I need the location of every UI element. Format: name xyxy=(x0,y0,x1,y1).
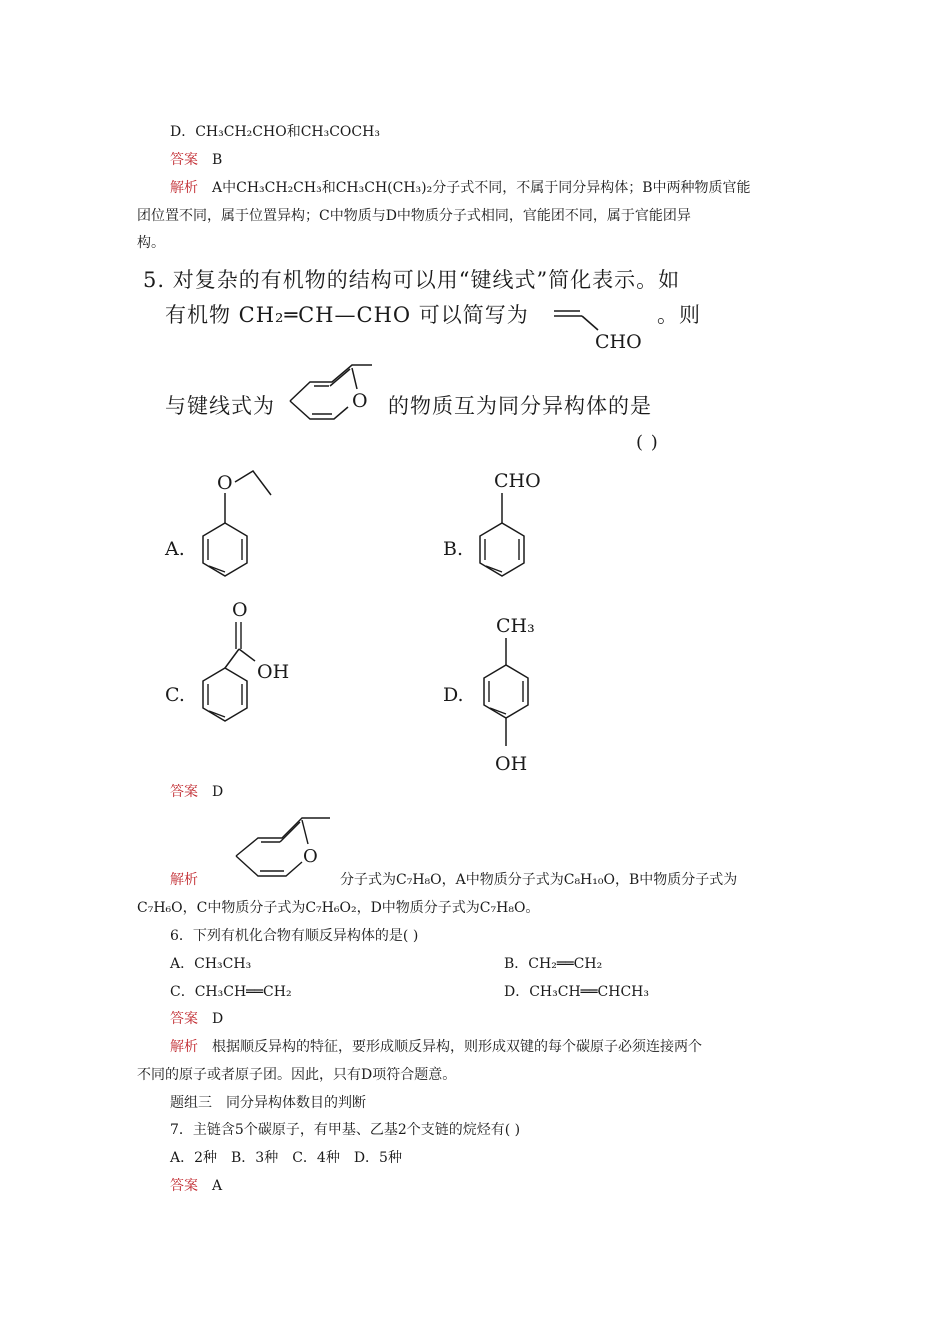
acrolein-skeletal-formula xyxy=(550,302,660,352)
q6-option-d: D．CH₃CH══CHCH₃ xyxy=(504,984,649,1000)
answer-label: 答案 xyxy=(170,1178,198,1194)
q5-answer-row xyxy=(170,782,223,802)
q6-question: 6．下列有机化合物有顺反异构体的是( ) xyxy=(170,928,419,944)
benzene-ring xyxy=(203,523,247,576)
answer-label: 答案 xyxy=(170,1011,198,1027)
q5-line3-b: 的物质互为同分异构体的是 xyxy=(388,394,652,418)
option-a-letter: A. xyxy=(165,538,185,560)
answer-label: 答案 xyxy=(170,152,198,168)
q4-analysis-row xyxy=(170,178,751,198)
q4-analysis-line3: 构。 xyxy=(137,235,165,251)
analysis-label: 解析 xyxy=(170,180,198,196)
ring-oxygen-label: O xyxy=(303,846,318,867)
analysis-label: 解析 xyxy=(170,1039,198,1055)
option-c-structure xyxy=(195,596,305,736)
q5-line2-a: 有机物 CH₂═CH—CHO 可以简写为 xyxy=(165,303,529,327)
option-a-oxygen: O xyxy=(217,472,233,494)
ring-bonds xyxy=(352,368,357,389)
double-bond-line xyxy=(280,822,300,842)
group3-title: 题组三 同分异构体数目的判断 xyxy=(170,1095,366,1111)
answer-label: 答案 xyxy=(170,784,198,800)
option-b-cho: CHO xyxy=(494,470,541,492)
q6-option-b: B．CH₂══CH₂ xyxy=(504,956,603,972)
q6-analysis-row xyxy=(170,1037,702,1057)
q5-analysis-line2: C₇H₆O，C中物质分子式为C₇H₆O₂，D中物质分子式为C₇H₈O。 xyxy=(137,900,540,916)
option-c-carbonyl-o: O xyxy=(232,599,248,621)
analysis-ring-structure xyxy=(230,808,335,888)
ring-bonds xyxy=(290,401,348,419)
ring-bonds xyxy=(302,820,308,844)
substituent-bond xyxy=(225,649,239,668)
option-b-letter: B. xyxy=(443,538,464,560)
q4-option-d: D．CH₃CH₂CHO和CH₃COCH₃ xyxy=(170,124,380,140)
q7-options: A．2种 B．3种 C．4种 D．5种 xyxy=(170,1150,402,1166)
analysis-text: A中CH₃CH₂CH₃和CH₃CH(CH₃)₂分子式不同，不属于同分异构体；B中两种物质官能 xyxy=(212,180,751,196)
benzene-ring xyxy=(203,668,247,721)
option-c-letter: C. xyxy=(165,684,185,706)
q6-answer-row xyxy=(170,1009,223,1029)
q6-option-a: A．CH₃CH₃ xyxy=(170,956,252,972)
option-c-oh: OH xyxy=(257,661,290,683)
option-d-methyl: CH₃ xyxy=(496,615,535,637)
answer-value: D xyxy=(212,784,224,800)
answer-value: A xyxy=(212,1178,223,1194)
answer-value: D xyxy=(212,1011,224,1027)
q6-option-c: C．CH₃CH══CH₂ xyxy=(170,984,292,1000)
q7-question: 7．主链含5个碳原子，有甲基、乙基2个支链的烷烃有( ) xyxy=(170,1122,521,1138)
answer-value: B xyxy=(212,152,223,168)
ring-oxygen-label: O xyxy=(352,390,368,412)
q5-analysis-line1: 分子式为C₇H₈O，A中物质分子式为C₈H₁₀O，B中物质分子式为 xyxy=(340,872,738,888)
q5-line3-a: 与键线式为 xyxy=(165,394,275,418)
q5-analysis-label-row xyxy=(170,870,212,890)
option-d-letter: D. xyxy=(443,684,464,706)
q4-analysis-line2: 团位置不同，属于位置异构；C中物质与D中物质分子式相同，官能团不同，属于官能团异 xyxy=(137,208,691,224)
q6-analysis-line2: 不同的原子或者原子团。因此，只有D项符合题意。 xyxy=(137,1067,457,1083)
ring-bonds xyxy=(236,856,302,876)
analysis-label: 解析 xyxy=(170,872,198,888)
option-d-oh: OH xyxy=(495,753,528,775)
analysis-text: 根据顺反异构的特征，要形成顺反异构，则形成双键的每个碳原子必须连接两个 xyxy=(212,1039,702,1055)
option-b-structure xyxy=(472,465,572,590)
ethyl-chain xyxy=(235,471,271,495)
q5-line1: 5. 对复杂的有机物的结构可以用“键线式”简化表示。如 xyxy=(143,268,681,292)
option-a-structure xyxy=(195,465,295,590)
q5-answer-paren: ( ) xyxy=(636,432,659,453)
single-bond-line xyxy=(582,316,598,330)
double-bond-line xyxy=(330,369,350,386)
benzene-ring xyxy=(484,665,528,718)
cho-label: CHO xyxy=(595,331,642,352)
option-d-structure xyxy=(476,608,576,778)
oxepine-ring-structure xyxy=(282,355,392,435)
q7-answer-row xyxy=(170,1176,222,1196)
benzene-ring xyxy=(480,523,524,576)
hydroxyl-bond xyxy=(239,649,255,661)
q5-line2-b: 。则 xyxy=(657,303,701,327)
q4-answer-row xyxy=(170,150,222,170)
